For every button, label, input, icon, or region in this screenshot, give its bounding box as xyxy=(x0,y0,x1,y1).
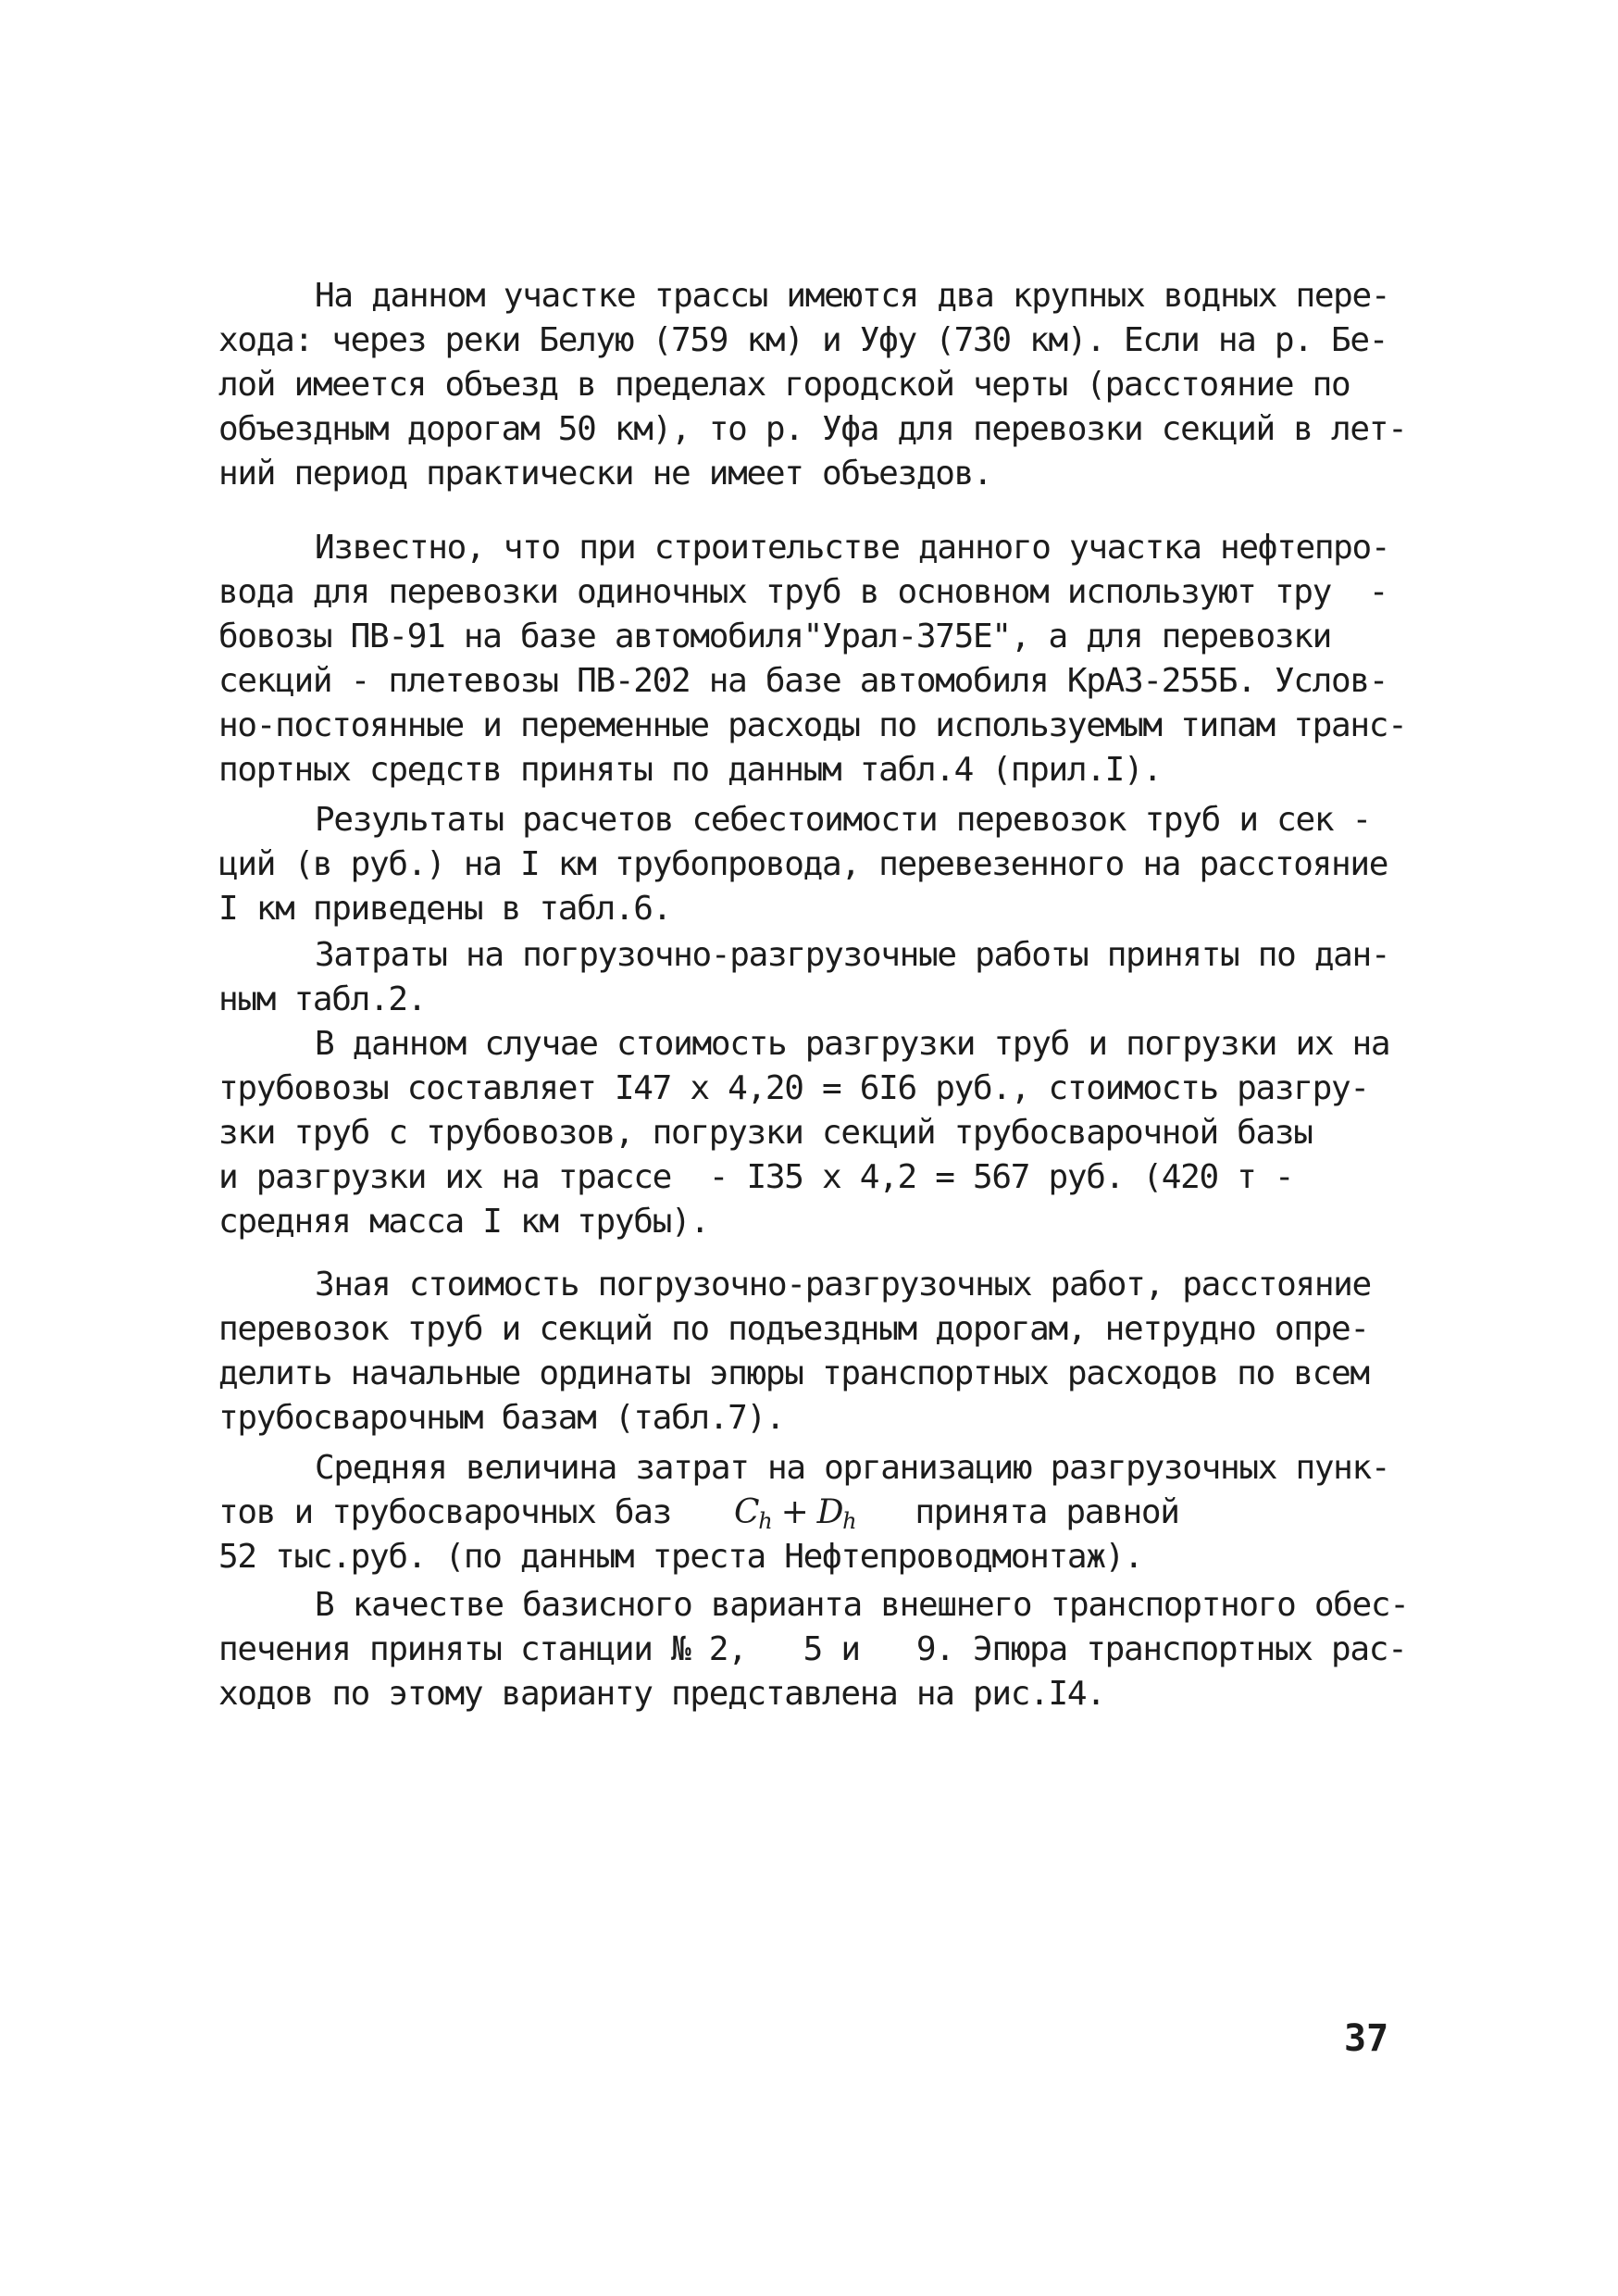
text-line: вода для перевозки одиночных труб в основном используют тру - xyxy=(218,573,1388,611)
text-line: средняя масса I км трубы). xyxy=(218,1203,709,1241)
text-line-with-formula xyxy=(218,1491,1403,1535)
text-line: В данном случае стоимость разгрузки труб и погрузки их на xyxy=(315,1025,1390,1063)
paragraph-average-costs xyxy=(218,1446,1403,1579)
paragraph-unloading-calculation xyxy=(218,1022,1403,1244)
formula-trail-text: принята равной xyxy=(915,1493,1179,1531)
text-line: трубосварочным базам (табл.7). xyxy=(218,1399,785,1437)
paragraph-cost-results xyxy=(218,798,1403,931)
text-line: секций - плетевозы ПВ-202 на базе автомобиля КрАЗ-255Б. Услов- xyxy=(218,662,1388,700)
formula-d: D xyxy=(816,1493,843,1531)
text-line: В качестве базисного варианта внешнего транспортного обес- xyxy=(315,1586,1409,1624)
text-line: и разгрузки их на трассе - I35 х 4,2 = 567 руб. (420 т - xyxy=(218,1158,1294,1196)
text-line: зки труб с трубовозов, погрузки секций трубосварочной базы xyxy=(218,1114,1313,1152)
text-line: Средняя величина затрат на организацию разгрузочных пунк- xyxy=(315,1449,1390,1487)
text-line: I км приведены в табл.6. xyxy=(218,890,671,928)
text-line: На данном участке трассы имеются два крупных водных пере- xyxy=(315,277,1390,315)
text-line: Известно, что при строительстве данного участка нефтепро- xyxy=(315,529,1390,567)
text-line: перевозок труб и секций по подъездным дорогам, нетрудно опре- xyxy=(218,1310,1369,1348)
text-line: бовозы ПВ-91 на базе автомобиля"Урал-375Е", а для перевозки xyxy=(218,618,1332,655)
text-line: Зная стоимость погрузочно-разгрузочных работ, расстояние xyxy=(315,1266,1371,1304)
formula-plus: + xyxy=(780,1493,808,1531)
text-line: ходов по этому варианту представлена на рис.I4. xyxy=(218,1675,1105,1713)
paragraph-river-crossings xyxy=(218,274,1407,496)
paragraph-vehicles xyxy=(218,526,1407,792)
formula xyxy=(733,1493,856,1534)
text-line: ным табл.2. xyxy=(218,980,427,1018)
text-line: Результаты расчетов себестоимости перевозок труб и сек - xyxy=(315,801,1371,839)
page-number: 37 xyxy=(1344,2017,1389,2060)
text-line: ний период практически не имеет объездов. xyxy=(218,455,992,493)
formula-c-subscript: h xyxy=(758,1508,772,1534)
text-line: хода: через реки Белую (759 км) и Уфу (730 км). Если на р. Бе- xyxy=(218,321,1388,359)
formula-c: C xyxy=(733,1493,759,1531)
paragraph-base-variant xyxy=(218,1583,1409,1716)
text-line: лой имеется объезд в пределах городской черты (расстояние по xyxy=(218,366,1350,404)
text-line: печения приняты станции № 2, 5 и 9. Эпюра транспортных рас- xyxy=(218,1630,1407,1668)
text-line: но-постоянные и переменные расходы по используемым типам транс- xyxy=(218,706,1407,744)
paragraph-ordinates xyxy=(218,1263,1403,1441)
text-line: объездным дорогам 50 км), то р. Уфа для перевозки секций в лет- xyxy=(218,410,1407,448)
text-line: трубовозы составляет I47 х 4,20 = 6I6 руб., стоимость разгру- xyxy=(218,1069,1369,1107)
text-line: ций (в руб.) на I км трубопровода, перевезенного на расстояние xyxy=(218,845,1388,883)
text-line: портных средств приняты по данным табл.4 (прил.I). xyxy=(218,751,1162,789)
paragraph-loading-costs xyxy=(218,933,1403,1022)
formula-d-subscript: h xyxy=(842,1508,856,1534)
text-line: 52 тыс.руб. (по данным треста Нефтепроводмонтаж). xyxy=(218,1538,1143,1576)
text-line: Затраты на погрузочно-разгрузочные работы приняты по дан- xyxy=(315,936,1390,974)
formula-lead-text: тов и трубосварочных баз xyxy=(218,1493,671,1531)
text-line: делить начальные ординаты эпюры транспортных расходов по всем xyxy=(218,1354,1369,1392)
